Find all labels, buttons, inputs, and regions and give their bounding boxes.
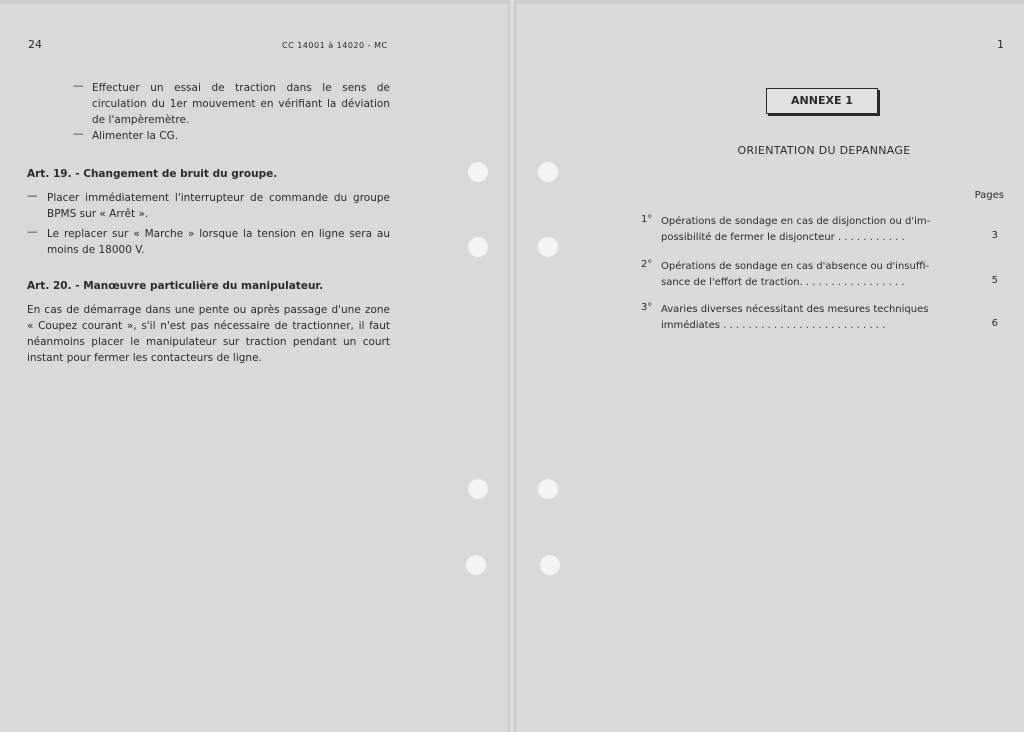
left-page	[0, 4, 510, 732]
toc-entry-page: 6	[991, 318, 998, 329]
binder-hole	[538, 237, 558, 257]
pages-column-label: Pages	[974, 190, 1004, 201]
binder-hole	[468, 237, 488, 257]
binder-hole	[466, 555, 486, 575]
toc-entry-line2: possibilité de fermer le disjoncteur . . . . . . . . . . .	[661, 232, 905, 243]
toc-title: ORIENTATION DU DEPANNAGE	[737, 144, 911, 157]
binder-hole	[468, 162, 488, 182]
toc-entry-line2: immédiates . . . . . . . . . . . . . . . . . . . . . . . . . .	[661, 320, 886, 331]
left-header-reference: CC 14001 à 14020 - MC	[282, 41, 388, 50]
art19-item-1: Placer immédiatement l'interrupteur de commande du groupe BPMS sur « Arrêt ».	[47, 192, 390, 220]
toc-entry-number: 1°	[641, 214, 653, 225]
binder-hole	[540, 555, 560, 575]
right-page-number: 1	[997, 38, 1004, 51]
toc-entry-line1: Avaries diverses nécessitant des mesures techniques	[661, 304, 929, 315]
dash-marker: —	[27, 226, 38, 238]
art20-body: En cas de démarrage dans une pente ou après passage d'une zone « Coupez courant », s'il n'est pas nécessaire de tractionner, il faut néanmoins placer le manipulateur sur traction pendant un court instant pour fermer les contacteurs de ligne.	[27, 304, 390, 364]
annexe-label: ANNEXE 1	[766, 88, 878, 114]
dash-marker: —	[73, 128, 84, 140]
intro-item-2: Alimenter la CG.	[92, 130, 179, 142]
art20-title: Art. 20. - Manœuvre particulière du manipulateur.	[27, 280, 324, 292]
binder-hole	[538, 479, 558, 499]
toc-entry-number: 2°	[641, 259, 653, 270]
binder-hole	[538, 162, 558, 182]
toc-entry-line1: Opérations de sondage en cas d'absence ou d'insuffi-	[661, 261, 930, 272]
binding-gutter	[508, 0, 516, 732]
right-page	[514, 4, 1024, 732]
left-page-number: 24	[28, 38, 42, 51]
dash-marker: —	[27, 190, 38, 202]
toc-entry-line1: Opérations de sondage en cas de disjonction ou d'im-	[661, 216, 931, 227]
toc-entry-page: 3	[991, 230, 998, 241]
dash-marker: —	[73, 80, 84, 92]
art19-title: Art. 19. - Changement de bruit du groupe.	[27, 168, 278, 180]
binder-hole	[468, 479, 488, 499]
art19-item-2: Le replacer sur « Marche » lorsque la tension en ligne sera au moins de 18000 V.	[47, 228, 390, 256]
toc-entry-page: 5	[991, 275, 998, 286]
toc-entry-number: 3°	[641, 302, 653, 313]
intro-item-1: Effectuer un essai de traction dans le sens de circulation du 1er mouvement en vérifiant la déviation de l'ampèremètre.	[92, 82, 390, 126]
toc-entry-line2: sance de l'effort de traction. . . . . . . . . . . . . . . . .	[661, 277, 905, 288]
